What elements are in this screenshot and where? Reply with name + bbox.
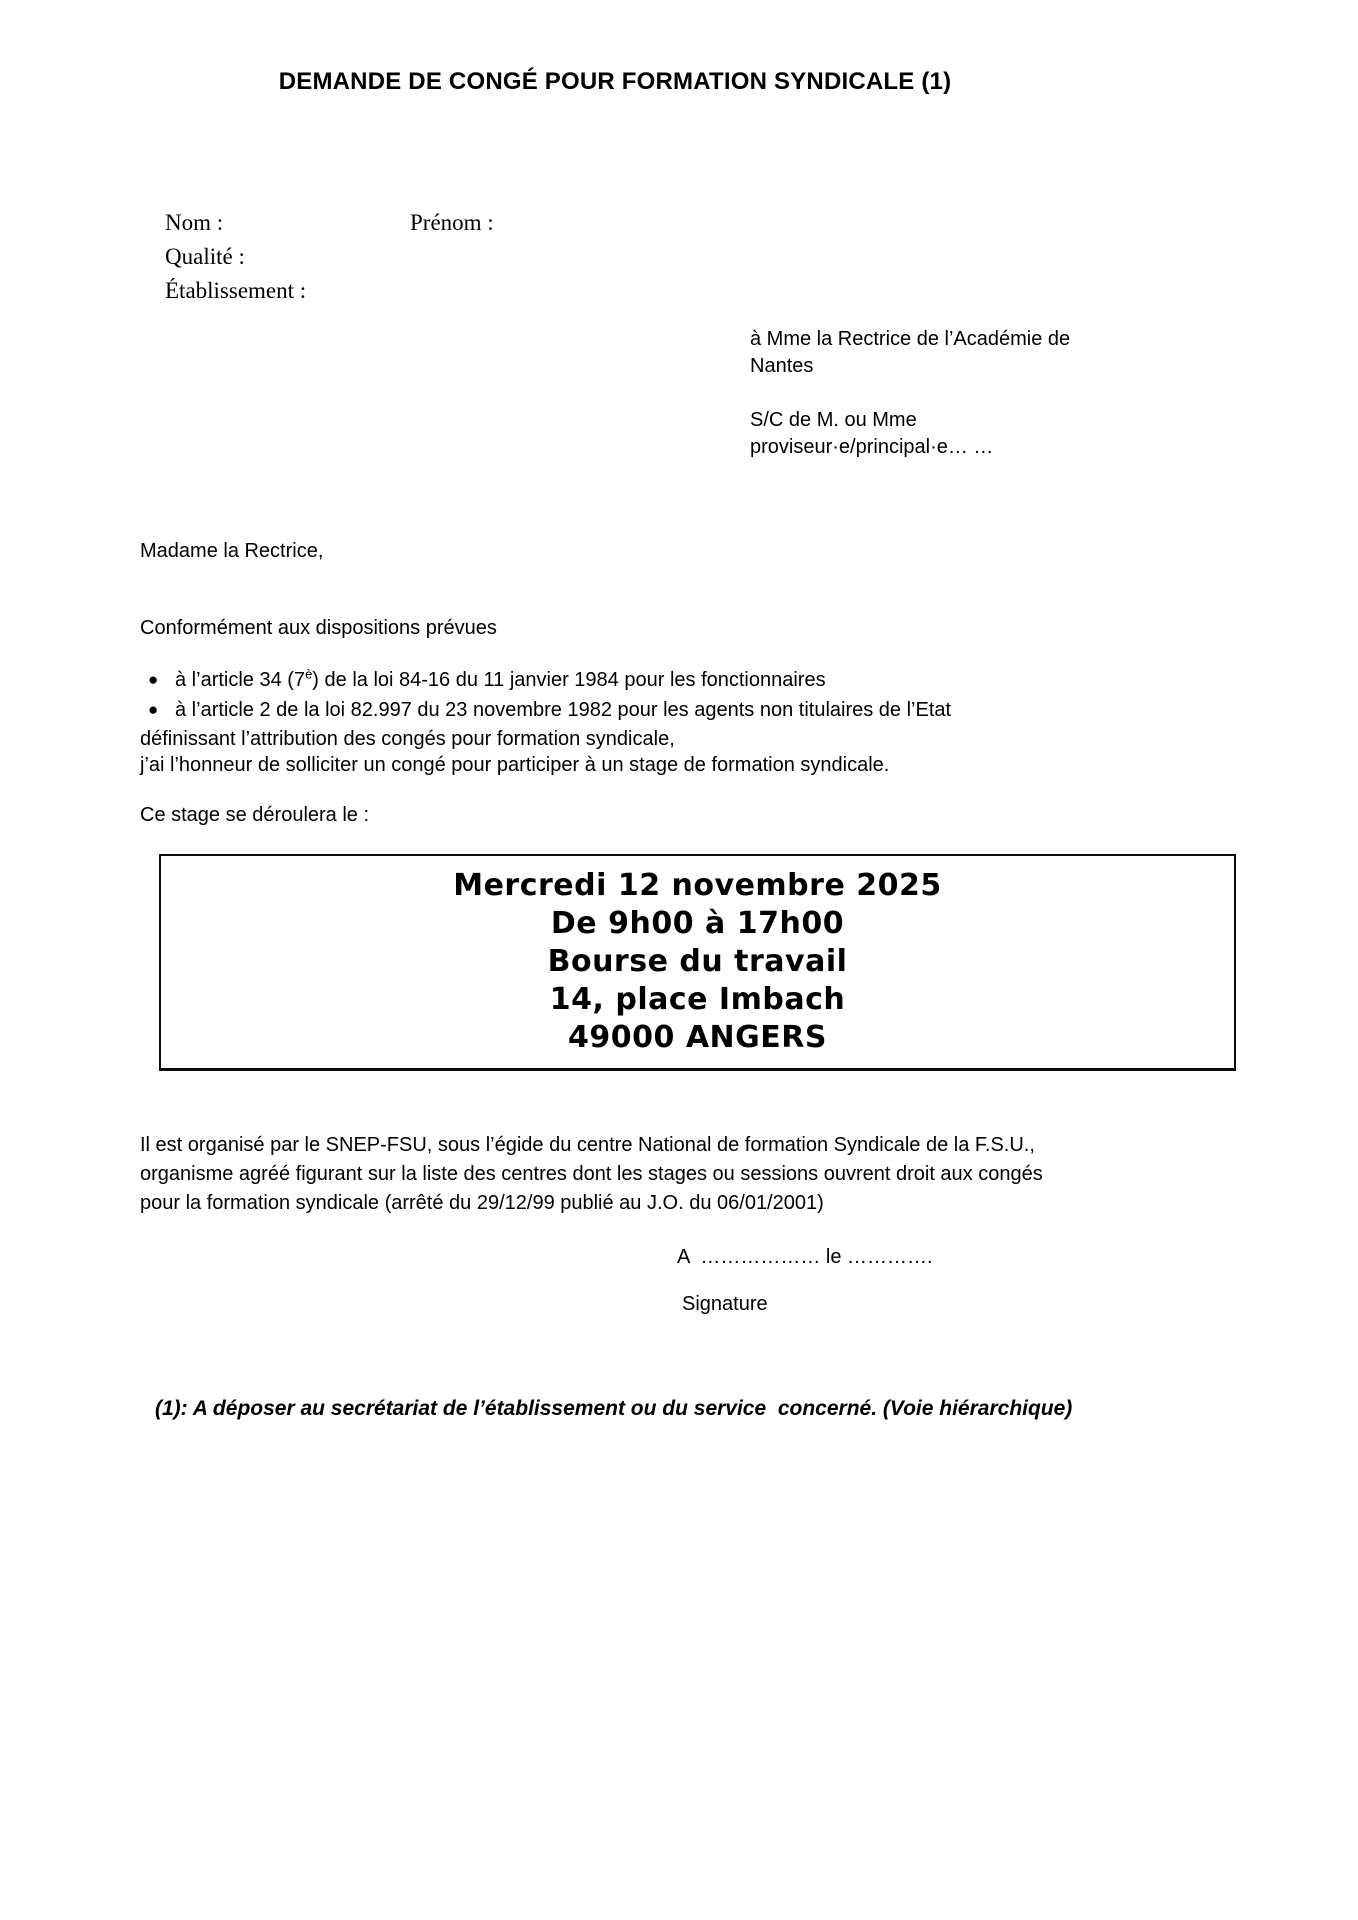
bullet1-superscript: è	[305, 666, 313, 682]
bullet-text	[175, 668, 826, 692]
bullet1-pre: à l’article 34 (7	[175, 669, 306, 691]
stage-venue: Bourse du travail	[547, 944, 848, 979]
stage-intro-line: Ce stage se déroulera le :	[140, 804, 370, 826]
qualite-label: Qualité :	[165, 244, 245, 269]
intro-line: Conformément aux dispositions prévues	[140, 617, 497, 639]
stage-city: 49000 ANGERS	[568, 1020, 827, 1055]
identity-block	[165, 206, 865, 308]
bullet-icon: ●	[148, 700, 159, 719]
salutation: Madame la Rectrice,	[140, 540, 324, 562]
organizer-line: pour la formation syndicale (arrêté du 29/12/99 publié au J.O. du 06/01/2001)	[140, 1192, 824, 1214]
etablissement-label: Établissement :	[165, 278, 307, 303]
place-date-line: A ……………… le ………….	[677, 1246, 933, 1268]
organizer-line: Il est organisé par le SNEP-FSU, sous l’égide du centre National de formation Syndicale de la F.S.U.,	[140, 1134, 1035, 1156]
page-title: DEMANDE DE CONGÉ POUR FORMATION SYNDICALE (1)	[278, 68, 952, 95]
bullet1-post: ) de la loi 84-16 du 11 janvier 1984 pour les fonctionnaires	[312, 669, 826, 691]
recipient-line-spacer	[750, 380, 1230, 407]
organizer-paragraph	[140, 1131, 1230, 1218]
stage-hours: De 9h00 à 17h00	[550, 906, 845, 941]
recipient-line: S/C de M. ou Mme	[750, 409, 917, 431]
stage-details-box	[159, 854, 1236, 1071]
bullet-icon: ●	[148, 670, 159, 689]
bullet-item-article-2	[148, 698, 951, 722]
signature-label: Signature	[682, 1293, 768, 1315]
recipient-line: proviseur·e/principal·e… …	[750, 436, 994, 458]
bullet-text: à l’article 2 de la loi 82.997 du 23 novembre 1982 pour les agents non titulaires de l’Etat	[175, 699, 952, 721]
continuation-line: définissant l’attribution des congés pour formation syndicale,	[140, 728, 675, 750]
continuation-line: j’ai l’honneur de solliciter un congé pour participer à un stage de formation syndicale.	[140, 754, 890, 776]
bullet-item-article-34	[148, 668, 826, 692]
identity-row-nom	[165, 206, 865, 240]
organizer-line: organisme agréé figurant sur la liste des centres dont les stages ou sessions ouvrent droit aux congés	[140, 1163, 1043, 1185]
stage-date: Mercredi 12 novembre 2025	[453, 868, 942, 903]
recipient-block	[750, 326, 1230, 461]
stage-street: 14, place Imbach	[549, 982, 846, 1017]
recipient-line: Nantes	[750, 355, 814, 377]
nom-label: Nom :	[165, 210, 224, 235]
recipient-line: à Mme la Rectrice de l’Académie de	[750, 328, 1071, 350]
prenom-label: Prénom :	[410, 210, 494, 235]
footnote: (1): A déposer au secrétariat de l’établissement ou du service concerné. (Voie hiérarchique)	[155, 1397, 1073, 1420]
